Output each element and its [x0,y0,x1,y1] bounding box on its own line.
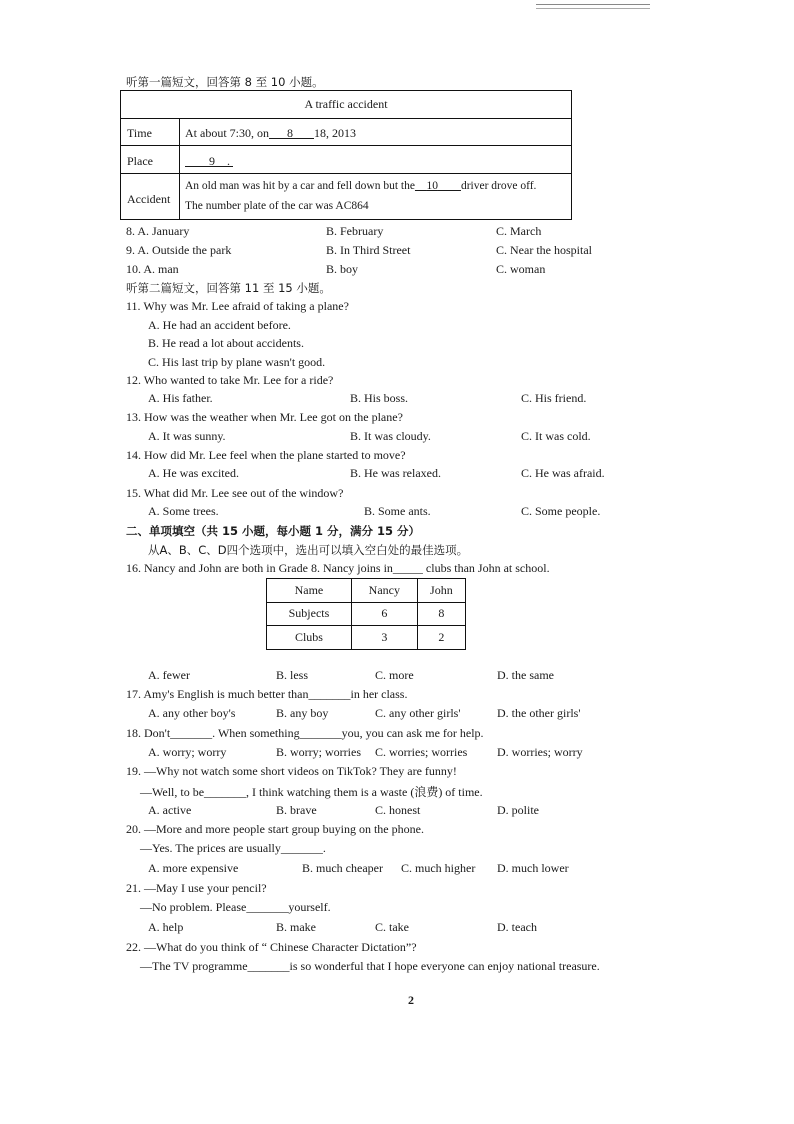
table-cell: 6 [351,602,417,626]
q14-option-b: B. He was relaxed. [350,466,441,480]
table-row [267,626,466,650]
q17-option-d: D. the other girls' [497,706,581,720]
q22-line-2: —The TV programme_______is so wonderful that I hope everyone can enjoy national treasure. [140,959,600,973]
q8-option-b: B. February [326,224,384,238]
q21-option-d: D. teach [497,920,537,934]
table-cell: 3 [351,626,417,650]
q13-option-b: B. It was cloudy. [350,429,431,443]
clubs-table [266,578,466,650]
table-cell: 8 [417,602,465,626]
q19-option-a: A. active [148,803,192,817]
header-cell: Name [267,579,352,603]
q14-option-c: C. He was afraid. [521,466,605,480]
q10-option-b: B. boy [326,262,359,276]
time-label: Time [127,126,152,140]
q13-stem: 13. How was the weather when Mr. Lee got on the plane? [126,410,403,424]
q16-option-d: D. the same [497,668,554,682]
q13-option-a: A. It was sunny. [148,429,226,443]
q11-option-a: A. He had an accident before. [148,318,291,332]
accident-label: Accident [127,192,171,206]
q21-option-a: A. help [148,920,184,934]
q20-option-b: B. much cheaper [302,861,383,875]
q11-option-b: B. He read a lot about accidents. [148,336,304,350]
q21-stem: 21. —May I use your pencil? [126,881,267,895]
q12-option-b: B. His boss. [350,391,409,405]
q9-option-c: C. Near the hospital [496,243,592,257]
header-cell: John [417,579,465,603]
accident-line-2: The number plate of the car was AC864 [185,200,369,212]
table-cell: Subjects [267,602,352,626]
q13-option-c: C. It was cold. [521,429,591,443]
header-cell: Nancy [351,579,417,603]
q9-option-a: 9. A. Outside the park [126,243,232,257]
q17-option-a: A. any other boy's [148,706,236,720]
q19-stem: 19. —Why not watch some short videos on TikTok? They are funny! [126,764,457,778]
q10-option-a: 10. A. man [126,262,179,276]
place-value: 9 . [209,154,230,168]
blank-9: 9 [209,154,215,168]
q21-option-c: C. take [375,920,409,934]
q9-option-b: B. In Third Street [326,243,411,257]
q18-option-d: D. worries; worry [497,745,583,759]
q15-stem: 15. What did Mr. Lee see out of the window? [126,486,344,500]
section-2-instructions: 从A、B、C、D四个选项中，选出可以填入空白处的最佳选项。 [148,543,469,557]
q21-line-2: —No problem. Please_______yourself. [140,900,331,914]
q15-option-a: A. Some trees. [148,504,219,518]
q16-option-a: A. fewer [148,668,190,682]
q15-option-b: B. Some ants. [364,504,431,518]
blank-10: 10 [426,180,438,192]
q19-option-d: D. polite [497,803,539,817]
blank-8: 8 [287,126,293,140]
table-cell: Clubs [267,626,352,650]
q8-option-a: 8. A. January [126,224,190,238]
q12-option-c: C. His friend. [521,391,587,405]
q20-line-2: —Yes. The prices are usually_______. [140,841,326,855]
q8-option-c: C. March [496,224,542,238]
q18-option-b: B. worry; worries [276,745,361,759]
accident-line-1: An old man was hit by a car and fell down but the 10 driver drove off. [185,180,537,192]
traffic-accident-table [120,90,572,220]
q20-option-c: C. much higher [401,861,476,875]
q14-option-a: A. He was excited. [148,466,239,480]
listening-heading-2: 听第二篇短文，回答第 11 至 15 小题。 [126,281,331,295]
q17-stem: 17. Amy's English is much better than_______in her class. [126,687,408,701]
q16-stem: 16. Nancy and John are both in Grade 8. Nancy joins in_____ clubs than John at school. [126,561,550,575]
table-header-row [267,579,466,603]
q18-option-c: C. worries; worries [375,745,468,759]
q20-option-a: A. more expensive [148,861,239,875]
time-value: At about 7:30, on 8 18, 2013 [185,126,356,140]
listening-heading-1: 听第一篇短文，回答第 8 至 10 小题。 [126,75,324,89]
page-number: 2 [408,993,414,1007]
q15-option-c: C. Some people. [521,504,601,518]
q12-option-a: A. His father. [148,391,213,405]
q10-option-c: C. woman [496,262,546,276]
q17-option-c: C. any other girls' [375,706,461,720]
q20-stem: 20. —More and more people start group buying on the phone. [126,822,424,836]
q19-option-c: C. honest [375,803,421,817]
q19-line-2: —Well, to be_______, I think watching them is a waste (浪费) of time. [140,785,483,799]
table-row [267,602,466,626]
q17-option-b: B. any boy [276,706,329,720]
section-2-title: 二、单项填空（共 15 小题，每小题 1 分，满分 15 分） [126,524,421,538]
q22-stem: 22. —What do you think of “ Chinese Character Dictation”? [126,940,417,954]
q21-option-b: B. make [276,920,316,934]
table-title: A traffic accident [304,97,388,111]
q16-option-b: B. less [276,668,309,682]
scan-top-mark [536,4,650,9]
place-label: Place [127,154,153,168]
q18-stem: 18. Don't_______. When something_______you, you can ask me for help. [126,726,484,740]
q18-option-a: A. worry; worry [148,745,227,759]
q12-stem: 12. Who wanted to take Mr. Lee for a ride? [126,373,334,387]
q14-stem: 14. How did Mr. Lee feel when the plane started to move? [126,448,406,462]
q19-option-b: B. brave [276,803,317,817]
q11-stem: 11. Why was Mr. Lee afraid of taking a plane? [126,299,349,313]
q11-option-c: C. His last trip by plane wasn't good. [148,355,326,369]
table-cell: 2 [417,626,465,650]
q20-option-d: D. much lower [497,861,569,875]
q16-option-c: C. more [375,668,414,682]
